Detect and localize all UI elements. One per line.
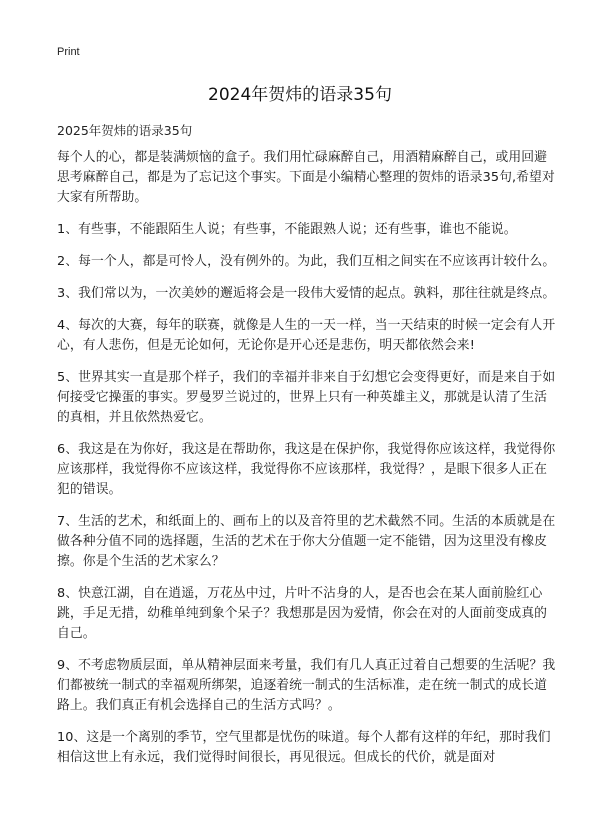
document-title: 2024年贺炜的语录35句	[208, 85, 392, 105]
quote-paragraph-7: 7、生活的艺术，和纸面上的、画布上的以及音符里的艺术截然不同。生活的本质就是在做各种分值不同的选择题，生活的艺术在于你大分值题一定不能错，因为这里没有橡皮擦。你是个生活的艺术家么？	[57, 514, 556, 569]
quote-paragraph-1: 1、有些事，不能跟陌生人说；有些事，不能跟熟人说；还有些事，谁也不能说。	[57, 222, 517, 237]
quote-paragraph-9: 9、不考虑物质层面，单从精神层面来考量，我们有几人真正过着自己想要的生活呢？我们都被统一制式的幸福观所绑架，追逐着统一制式的生活标准，走在统一制式的成长道路上。我们真正有机会选择自己的生活方式吗？。	[57, 658, 556, 713]
quote-paragraph-6: 6、我这是在为你好，我这是在帮助你，我这是在保护你，我觉得你应该这样，我觉得你应该那样，我觉得你不应该这样，我觉得你不应该那样，我觉得？，是眼下很多人正在犯的错误。	[57, 442, 556, 497]
quote-paragraph-8: 8、快意江湖，自在逍遥，万花丛中过，片叶不沾身的人，是否也会在某人面前脸红心跳，手足无措，幼稚单纯到象个呆子？我想那是因为爱情，你会在对的人面前变成真的自己。	[57, 586, 548, 641]
document-body	[57, 148, 557, 780]
quote-paragraph-3: 3、我们常以为，一次美妙的邂逅将会是一段伟大爱情的起点。孰料，那往往就是终点。	[57, 286, 556, 301]
quote-paragraph-5: 5、世界其实一直是那个样子，我们的幸福并非来自于幻想它会变得更好，而是来自于如何接受它操蛋的事实。罗曼罗兰说过的，世界上只有一种英雄主义，那就是认清了生活的真相，并且依然热爱它。	[57, 370, 556, 425]
print-link[interactable]: Print	[57, 46, 80, 58]
quote-paragraph-2: 2、每一个人，都是可怜人，没有例外的。为此，我们互相之间实在不应该再计较什么。	[57, 254, 556, 269]
intro-paragraph: 每个人的心，都是装满烦恼的盒子。我们用忙碌麻醉自己，用酒精麻醉自己，或用回避思考麻醉自己，都是为了忘记这个事实。下面是小编精心整理的贺炜的语录35句,希望对大家有所帮助。	[57, 150, 555, 205]
quote-paragraph-10: 10、这是一个离别的季节，空气里都是忧伤的味道。每个人都有这样的年纪，那时我们相信这世上有永远，我们觉得时间很长，再见很远。但成长的代价，就是面对	[57, 730, 551, 765]
document-subtitle: 2025年贺炜的语录35句	[57, 123, 193, 138]
quote-paragraph-4: 4、每次的大赛，每年的联赛，就像是人生的一天一样，当一天结束的时候一定会有人开心，有人悲伤，但是无论如何，无论你是开心还是悲伤，明天都依然会来!	[57, 318, 556, 353]
